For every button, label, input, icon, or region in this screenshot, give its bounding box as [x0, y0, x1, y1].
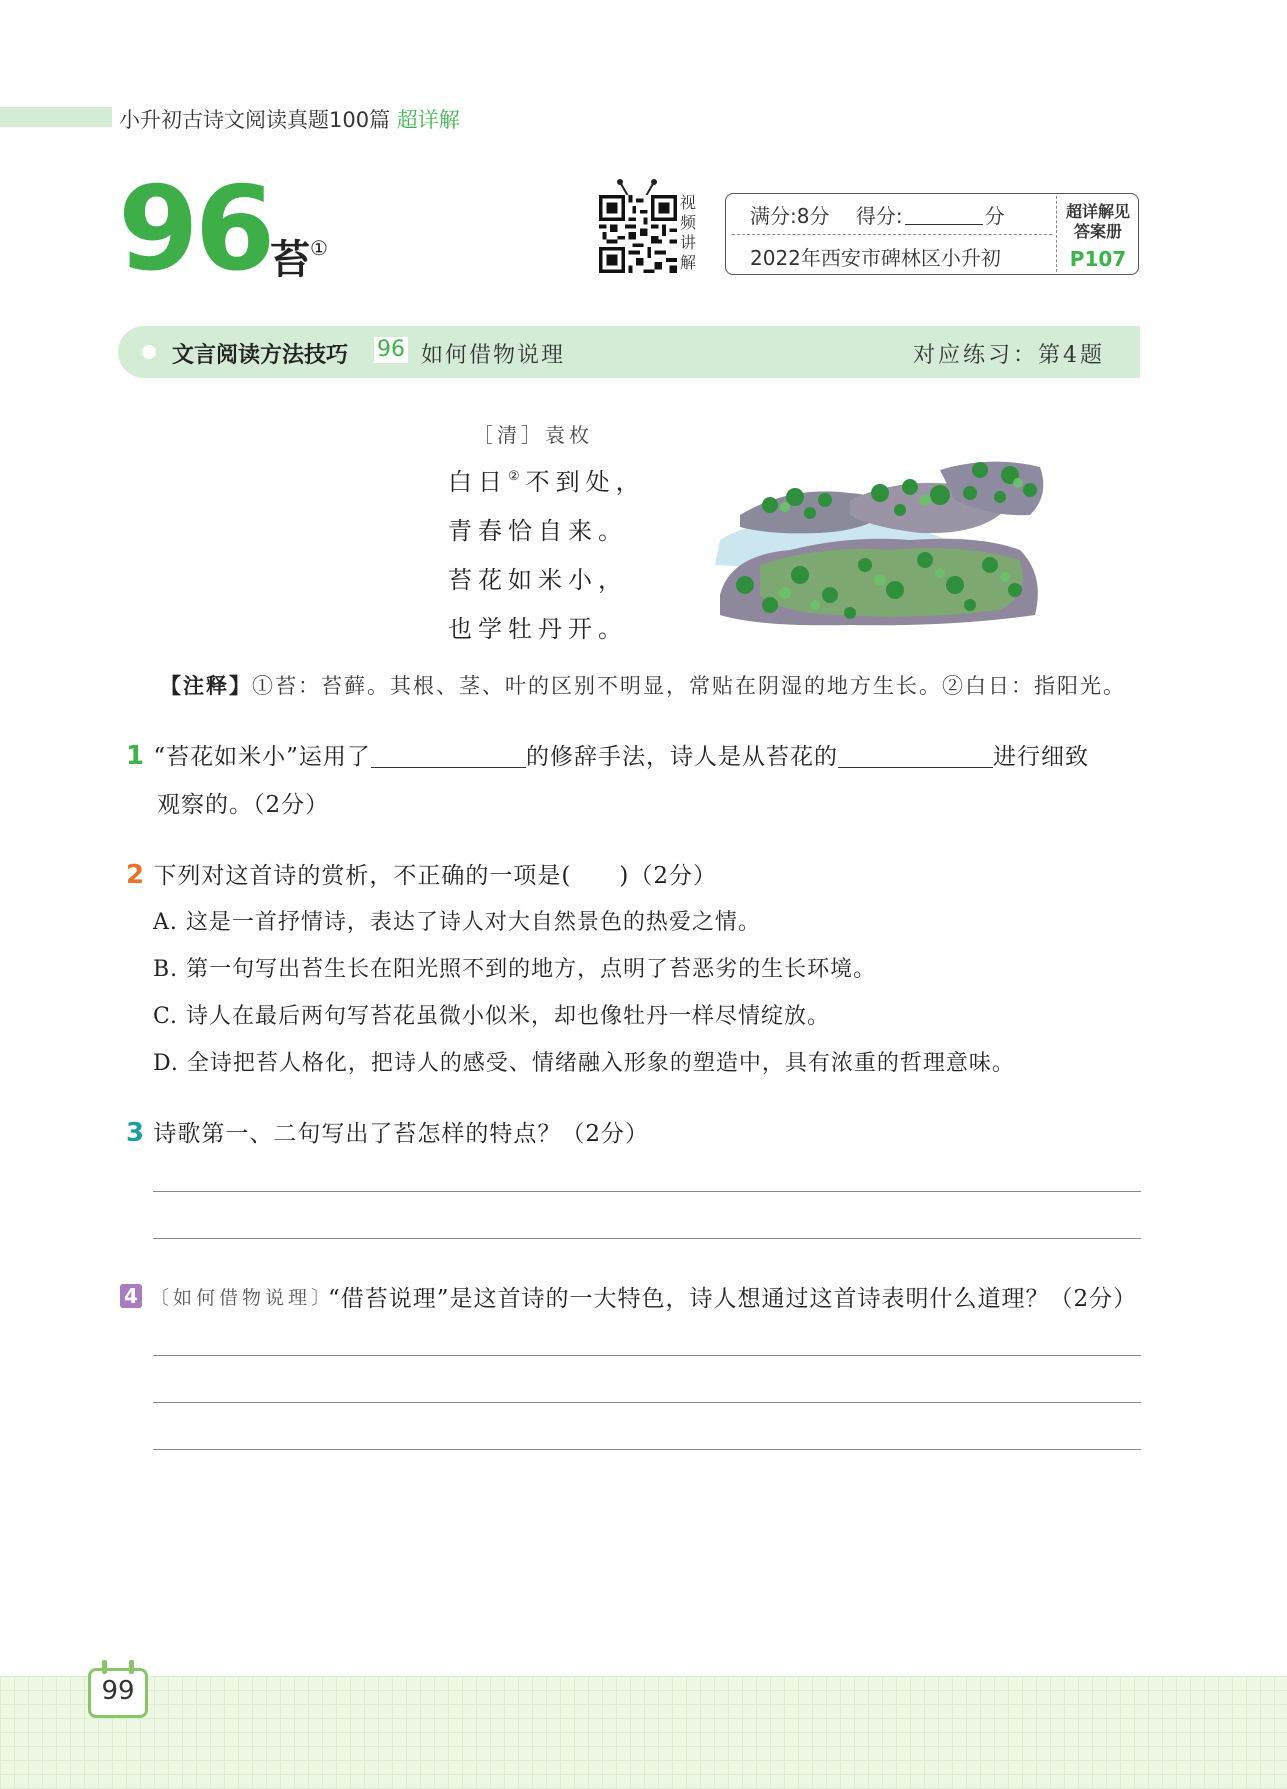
- question-1-number: 1: [126, 741, 146, 771]
- method-topic: 如何借物说理: [421, 343, 566, 368]
- question-3-number: 3: [126, 1118, 146, 1148]
- question-3-answer-line[interactable]: [153, 1191, 1141, 1192]
- qr-video-label: 视 频 讲 解: [680, 193, 697, 272]
- qr-code-icon[interactable]: [599, 195, 677, 273]
- question-4-method-tag: 〔如何借物说理〕: [150, 1287, 335, 1309]
- method-practice-ref: 对应练习：第4题: [913, 343, 1105, 368]
- answer-hint: 超详解见 答案册: [1065, 202, 1130, 241]
- score-vertical-divider: [1056, 196, 1057, 272]
- question-2-option-b[interactable]: B. 第一句写出苔生长在阳光照不到的地方，点明了苔恶劣的生长环境。: [153, 957, 877, 982]
- page-number: 99: [101, 1676, 135, 1706]
- score-divider: [732, 234, 1052, 235]
- question-3-answer-line[interactable]: [153, 1238, 1141, 1239]
- question-4-answer-line[interactable]: [153, 1355, 1141, 1356]
- book-title-highlight: 超详解: [396, 108, 460, 132]
- question-1: 1 “苔花如米小”运用了 的修辞手法，诗人是从苔花的 进行细致: [126, 741, 1089, 771]
- poem-author: ［清］袁枚: [473, 423, 593, 447]
- question-2: 2 下列对这首诗的赏析，不正确的一项是( )（2分）: [126, 860, 717, 890]
- question-1-continued: 观察的。（2分）: [157, 792, 330, 818]
- score-input[interactable]: [905, 206, 983, 225]
- question-4: “借苔说理”是这首诗的一大特色，诗人想通过这首诗表明什么道理？（2分）: [328, 1286, 1138, 1312]
- full-score: 满分:8分: [750, 204, 830, 228]
- book-title: 小升初古诗文阅读真题100篇 超详解: [119, 108, 460, 132]
- moss-rocks-illustration: [700, 455, 1055, 630]
- question-4-answer-line[interactable]: [153, 1402, 1141, 1403]
- lesson-title-note-marker: ①: [310, 236, 328, 260]
- calendar-rings-icon: [96, 1660, 140, 1674]
- method-bullet-icon: [142, 345, 156, 359]
- method-label: 文言阅读方法技巧: [172, 343, 349, 368]
- score-label: 得分:: [855, 204, 903, 228]
- poem-annotation: 【注释】①苔：苔藓。其根、茎、叶的区别不明显，常贴在阴湿的地方生长。②白日：指阳光。: [160, 673, 1126, 698]
- answer-page-ref: P107: [1069, 247, 1127, 271]
- question-3: 3 诗歌第一、二句写出了苔怎样的特点？（2分）: [126, 1118, 650, 1148]
- poem-line-2: 青春恰自来。: [448, 517, 628, 545]
- lesson-title: 苔①: [270, 236, 328, 283]
- poem-line-3: 苔花如米小，: [448, 566, 628, 594]
- poem-line-4: 也学牡丹开。: [448, 615, 628, 643]
- footer-grid: [0, 1676, 1287, 1789]
- exam-source: 2022年西安市碑林区小升初: [750, 246, 1001, 270]
- question-4-answer-line[interactable]: [153, 1449, 1141, 1450]
- question-4-number: 4: [120, 1284, 142, 1308]
- question-1-blank-2[interactable]: [838, 745, 993, 768]
- question-2-option-c[interactable]: C. 诗人在最后两句写苔花虽微小似米，却也像牡丹一样尽情绽放。: [153, 1004, 831, 1029]
- question-2-option-d[interactable]: D. 全诗把苔人格化，把诗人的感受、情绪融入形象的塑造中，具有浓重的哲理意味。: [153, 1051, 1015, 1076]
- method-number: 96: [374, 337, 408, 363]
- lesson-number: 96: [118, 162, 272, 297]
- question-2-option-a[interactable]: A. 这是一首抒情诗，表达了诗人对大自然景色的热爱之情。: [153, 910, 761, 935]
- question-1-blank-1[interactable]: [371, 745, 526, 768]
- question-2-number: 2: [126, 860, 146, 890]
- score-row: 满分:8分 得分: 分: [750, 204, 1005, 228]
- poem-line-1: 白日②不到处，: [448, 468, 646, 496]
- header-accent-bar: [0, 107, 112, 127]
